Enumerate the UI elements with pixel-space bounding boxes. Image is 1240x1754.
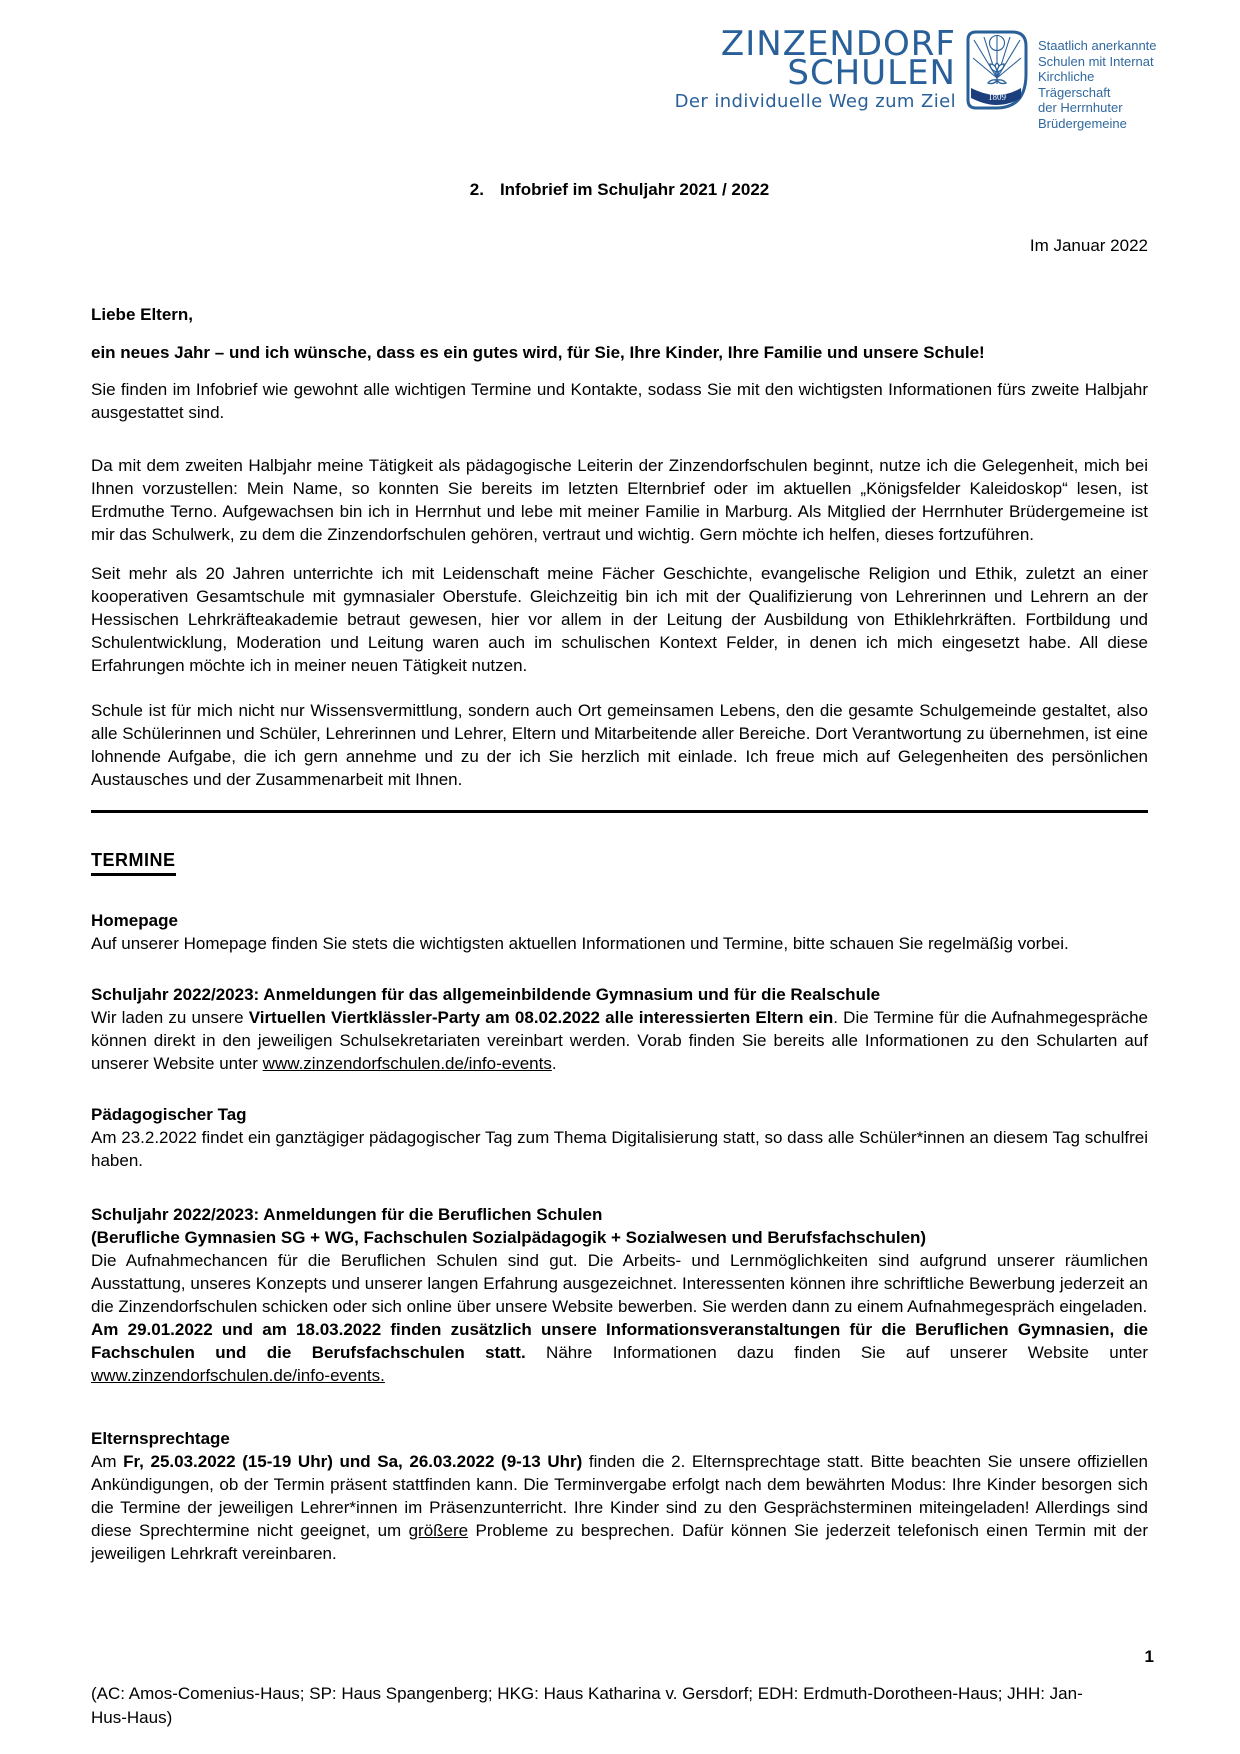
- opening-sentence: ein neues Jahr – und ich wünsche, dass es ein gutes wird, für Sie, Ihre Kinder, Ihre Familie und unsere Schule!: [91, 343, 985, 362]
- wordmark-line-1: ZINZENDORF: [720, 24, 956, 64]
- paed-tag-text: Am 23.2.2022 findet ein ganztägiger pädagogischer Tag zum Thema Digitalisierung statt, so dass alle Schüler*innen an diesem Tag schulfrei haben.: [91, 1128, 1148, 1170]
- text-run: Probleme zu besprechen. Dafür können Sie jederzeit telefonisch einen Termin mit der jeweiligen Lehrkraft vereinbaren.: [91, 1521, 1148, 1563]
- termine-heading: TERMINE: [91, 849, 1148, 876]
- text-run: Wir laden zu unsere: [91, 1008, 249, 1027]
- paragraph: Schule ist für mich nicht nur Wissensvermittlung, sondern auch Ort gemeinsamen Lebens, den die gesamte Schulgemeinde gestaltet, also alle Schülerinnen und Schüler, Lehrerinnen und Lehrer, Eltern und Mitarbeitende aller Bereiche. Dort Verantwortung zu übernehmen, ist eine lohnende Aufgabe, die ich gern annehme und zu der ich Sie herzlich mit einlade. Ich freue mich auf Gelegenheiten des persönlichen Austausches und der Zusammenarbeit mit Ihnen.: [91, 701, 1148, 789]
- text-run: Am: [91, 1452, 124, 1471]
- title-text: Infobrief im Schuljahr 2021 / 2022: [499, 180, 770, 199]
- berufliche-heading: Schuljahr 2022/2023: Anmeldungen für die Beruflichen Schulen: [91, 1205, 603, 1224]
- accreditation-line: Staatlich anerkannte: [1038, 38, 1157, 53]
- salutation: Liebe Eltern,: [91, 305, 194, 324]
- paragraph: Sie finden im Infobrief wie gewohnt alle wichtigen Termine und Kontakte, sodass Sie mit den wichtigsten Informationen fürs zweite Halbjahr ausgestattet sind.: [91, 380, 1148, 422]
- accreditation-line: Brüdergemeine: [1038, 115, 1127, 131]
- letter-body: [91, 0, 1148, 1565]
- elternsprechtage-text: [91, 1450, 1148, 1565]
- text-run: Nähre Informationen dazu finden Sie auf unserer Website unter: [525, 1343, 1148, 1362]
- berufliche-announcement: [91, 1318, 1148, 1387]
- paragraph: Seit mehr als 20 Jahren unterrichte ich mit Leidenschaft meine Fächer Geschichte, evangelische Religion und Ethik, zuletzt an einer kooperativen Gesamtschule mit gymnasialer Oberstufe. Gleichzeitig bin ich mit der Qualifizierung von Lehrerinnen und Lehrern an der Hessischen Lehrkräfteakademie betraut gewesen, hier vor allem in der Leitung der Ausbildung von Ethiklehrkräften. Fortbildung und Schulentwicklung, Moderation und Leitung waren auch im schulischen Kontext Felder, in denen ich mich eingesetzt habe. All diese Erfahrungen möchte ich in meiner neuen Tätigkeit nutzen.: [91, 564, 1148, 675]
- emblem-year: 1809: [988, 92, 1006, 102]
- paragraph: Da mit dem zweiten Halbjahr meine Tätigkeit als pädagogische Leiterin der Zinzendorfschulen beginnt, nutze ich die Gelegenheit, mich bei Ihnen vorzustellen: Mein Name, so konnten Sie bereits im letzten Elternbrief oder im aktuellen „Königsfelder Kaleidoskop“ lesen, ist Erdmuthe Terno. Aufgewachsen bin ich in Herrnhut und lebe mit meiner Familie in Marburg. Als Mitglied der Herrnhuter Brüdergemeine ist mir das Schulwerk, zu dem die Zinzendorfschulen gehören, vertraut und wichtig. Gern möchte ich helfen, dieses fortzuführen.: [91, 456, 1148, 544]
- info-events-link[interactable]: www.zinzendorfschulen.de/info-events: [262, 1054, 552, 1073]
- emphasized-word: größere: [408, 1521, 469, 1540]
- accreditation-line: Schulen mit Internat: [1038, 53, 1154, 69]
- title-number: 2.: [469, 180, 484, 199]
- accreditation-line: Kirchliche Trägerschaft: [1038, 69, 1111, 100]
- accreditation-line: der Herrnhuter: [1038, 100, 1123, 115]
- text-run: finden die 2. Elternsprechtage statt. Bitte beachten Sie unsere offiziellen Ankündigungen, ob der Termin präsent stattfinden kann. Die Terminvergabe erfolgt nach dem bewährten Modus: Ihre Kinder besorgen sich die Termine der jeweiligen Lehrer*innen im Präsenzunterricht. Ihre Kinder sind zu den Gesprächsterminen miteingeladen! Allerdings sind diese Sprechtermine nicht geeignet, um: [91, 1452, 1148, 1540]
- section-divider: [91, 810, 1148, 813]
- paed-tag-heading: Pädagogischer Tag: [91, 1105, 247, 1124]
- homepage-heading: Homepage: [91, 911, 178, 930]
- homepage-text: Auf unserer Homepage finden Sie stets die wichtigsten aktuellen Informationen und Termine, bitte schauen Sie regelmäßig vorbei.: [91, 934, 1069, 953]
- logo-tagline: Der individuelle Weg zum Ziel: [674, 91, 956, 112]
- berufliche-text: Die Aufnahmechancen für die Beruflichen Schulen sind gut. Die Arbeits- und Lernmöglichkeiten sind aufgrund unserer räumlichen Ausstattung, unseres Konzepts und unserer langen Erfahrung ausgezeichnet. Interessenten können ihre schriftliche Bewerbung jederzeit an die Zinzendorfschulen schicken oder sich online über unsere Website bewerben. Sie werden dann zu einem Aufnahmegespräch eingeladen.: [91, 1251, 1148, 1316]
- date-line: Im Januar 2022: [1029, 236, 1148, 255]
- text-run: . Die Termine für die Aufnahmegespräche können direkt in den jeweiligen Schulsekretariaten vereinbart werden. Vorab finden Sie bereits alle Informationen zu den Schularten auf unserer Website unter: [91, 1008, 1148, 1073]
- text-run: .: [551, 1054, 557, 1073]
- house-abbreviation-legend: (AC: Amos-Comenius-Haus; SP: Haus Spangenberg; HKG: Haus Katharina v. Gersdorf; EDH: Erdmuth-Dorotheen-Haus; JHH: Jan-Hus-Haus): [91, 1684, 1083, 1727]
- wordmark-line-2: SCHULEN: [787, 53, 956, 93]
- elternsprechtage-heading: Elternsprechtage: [91, 1429, 230, 1448]
- berufliche-subheading: (Berufliche Gymnasien SG + WG, Fachschulen Sozialpädagogik + Sozialwesen und Berufsfachschulen): [91, 1228, 927, 1247]
- sprechtage-dates: Fr, 25.03.2022 (15-19 Uhr) und Sa, 26.03.2022 (9-13 Uhr): [123, 1452, 583, 1471]
- announcement-dates: Am 29.01.2022 und am 18.03.2022 finden zusätzlich unsere Informationsveranstaltungen für die Beruflichen Gymnasien, die Fachschulen und die Berufsfachschulen statt.: [91, 1320, 1148, 1362]
- anmeldung-gym-text: [91, 1006, 1148, 1075]
- document-title: [91, 178, 1148, 201]
- info-events-link[interactable]: www.zinzendorfschulen.de/info-events.: [91, 1366, 385, 1385]
- page-number: 1: [1144, 1647, 1154, 1666]
- highlighted-event: Virtuellen Viertklässler-Party am 08.02.2022 alle interessierten Eltern ein: [248, 1008, 834, 1027]
- anmeldung-gym-heading: Schuljahr 2022/2023: Anmeldungen für das allgemeinbildende Gymnasium und für die Realschule: [91, 985, 881, 1004]
